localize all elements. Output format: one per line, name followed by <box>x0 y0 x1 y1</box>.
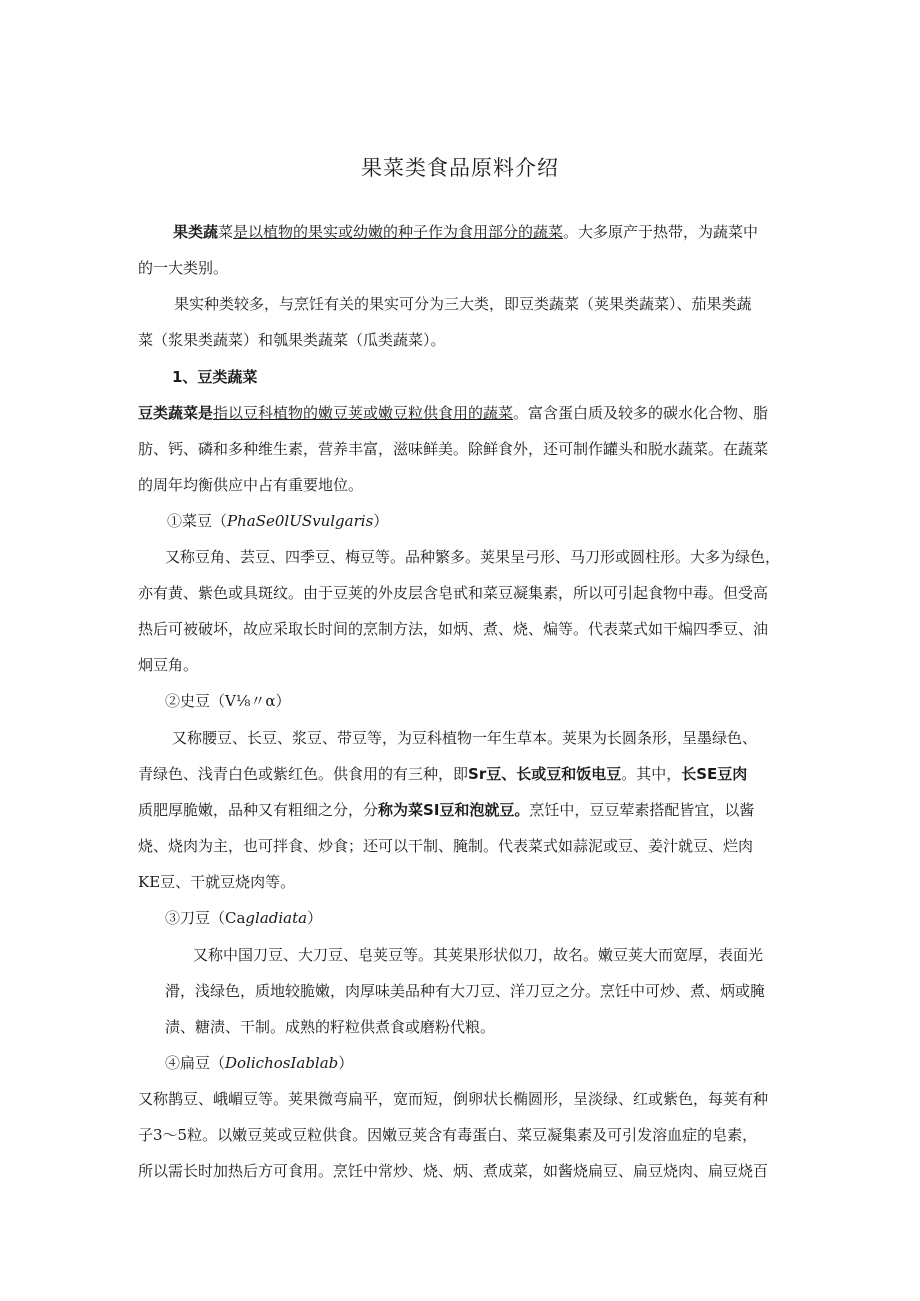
shidou-bold-varieties: Sr豆、长或豆和饭电豆 <box>468 765 622 783</box>
item-heading-daodou <box>165 908 322 928</box>
caidou-line-1: 又称豆角、芸豆、四季豆、梅豆等。品种繁多。荚果呈弓形、马刀形或圆柱形。大多为绿色， <box>165 548 781 566</box>
caidou-line-4: 炯豆角。 <box>138 656 199 674</box>
biandou-line-1: 又称鹊豆、峨嵋豆等。荚果微弯扁平，宽而短，倒卵状长椭圆形，呈淡绿、红或紫色，每荚有种 <box>138 1090 769 1108</box>
shidou-text: 。其中， <box>621 765 682 783</box>
shidou-text: 青绿色、浅青白色或紫红色。供食用的有三种，即 <box>138 765 469 783</box>
shidou-line-5: KE豆、干就豆烧肉等。 <box>138 873 296 891</box>
shidou-line-2 <box>138 764 747 784</box>
shidou-bold-names: 称为菜SI豆和泡就豆。 <box>378 801 530 819</box>
item-label: ①菜豆（ <box>167 512 228 530</box>
shidou-text: 质肥厚脆嫩，品种又有粗细之分，分 <box>138 801 379 819</box>
caidou-line-2: 亦有黄、紫色或具斑纹。由于豆荚的外皮层含皂甙和菜豆凝集素，所以可引起食物中毒。但受高 <box>138 584 769 602</box>
intro-term-tail: 菜 <box>218 223 234 241</box>
intro-paragraph-1-line-2: 的一大类别。 <box>138 259 229 277</box>
section-term-bold: 豆类蔬菜是 <box>138 404 214 422</box>
caidou-line-3: 热后可被破坏，故应采取长时间的烹制方法，如炳、煮、烧、煸等。代表菜式如干煸四季豆、油 <box>138 620 769 638</box>
item-label-close: ） <box>373 512 389 530</box>
latin-name: DolichosIablab <box>225 1054 339 1072</box>
item-label-close: ） <box>307 909 323 927</box>
intro-text: 。大多原产于热带，为蔬菜中 <box>563 223 759 241</box>
daodou-line-2: 滑，浅绿色，质地较脆嫩，肉厚味美品种有大刀豆、洋刀豆之分。烹饪中可炒、煮、炳或腌 <box>165 982 766 1000</box>
page-title: 果菜类食品原料介绍 <box>361 156 559 180</box>
section-definition-underlined: 指以豆科植物的嫩豆荚或嫩豆粒供食用的蔬菜 <box>213 404 514 422</box>
item-label: ④扁豆（ <box>165 1054 226 1072</box>
intro-term-bold: 果类蔬 <box>173 223 219 241</box>
biandou-line-2: 子3〜5粒。以嫩豆荚或豆粒供食。因嫩豆荚含有毒蛋白、菜豆凝集素及可引发溶血症的皂素， <box>138 1126 758 1144</box>
shidou-line-3 <box>138 800 754 820</box>
shidou-text: 烹饪中，豆豆荤素搭配皆宜，以酱 <box>529 801 755 819</box>
intro-definition-underlined: 是以植物的果实或幼嫩的种子作为食用部分的蔬菜 <box>233 223 564 241</box>
item-heading-biandou <box>165 1053 353 1073</box>
shidou-line-4: 烧、烧肉为主，也可拌食、炒食；还可以干制、腌制。代表菜式如蒜泥或豆、姜汁就豆、烂肉 <box>138 837 754 855</box>
section-heading: 1、豆类蔬菜 <box>172 368 258 386</box>
section-paragraph-line-1 <box>138 403 768 423</box>
item-label-close: ） <box>338 1054 354 1072</box>
intro-paragraph-2-line-2: 菜（浆果类蔬菜）和瓠果类蔬菜（瓜类蔬菜）。 <box>138 331 446 349</box>
intro-paragraph-2-line-1: 果实种类较多，与烹饪有关的果实可分为三大类，即豆类蔬菜（荚果类蔬菜）、茄果类蔬 <box>174 295 752 313</box>
biandou-line-3: 所以需长时加热后方可食用。烹饪中常炒、烧、炳、煮成菜，如酱烧扁豆、扁豆烧肉、扁豆烧百 <box>138 1162 769 1180</box>
item-heading-shidou: ②史豆（V⅛〃α） <box>165 692 291 710</box>
shidou-line-1: 又称腰豆、长豆、浆豆、带豆等，为豆科植物一年生草本。荚果为长圆条形，呈墨绿色、 <box>172 729 758 747</box>
daodou-line-1: 又称中国刀豆、大刀豆、皂荚豆等。其荚果形状似刀，故名。嫩豆荚大而宽厚，表面光 <box>193 946 764 964</box>
daodou-line-3: 渍、糖渍、干制。成熟的籽粒供煮食或磨粉代粮。 <box>165 1018 496 1036</box>
item-label: ③刀豆（Ca <box>165 909 246 927</box>
section-paragraph-line-3: 的周年均衡供应中占有重要地位。 <box>138 476 364 494</box>
item-heading-caidou <box>167 511 388 531</box>
shidou-bold-variety: 长SE豆肉 <box>681 765 748 783</box>
latin-name: PhaSe0lUSvulgaris <box>227 512 374 530</box>
intro-paragraph-1-line-1 <box>173 222 758 242</box>
latin-name: gladiata <box>245 909 308 927</box>
section-paragraph-line-2: 肪、钙、磷和多种维生素，营养丰富，滋味鲜美。除鲜食外，还可制作罐头和脱水蔬菜。在蔬菜 <box>138 440 769 458</box>
section-text: 。富含蛋白质及较多的碳水化合物、脂 <box>513 404 769 422</box>
